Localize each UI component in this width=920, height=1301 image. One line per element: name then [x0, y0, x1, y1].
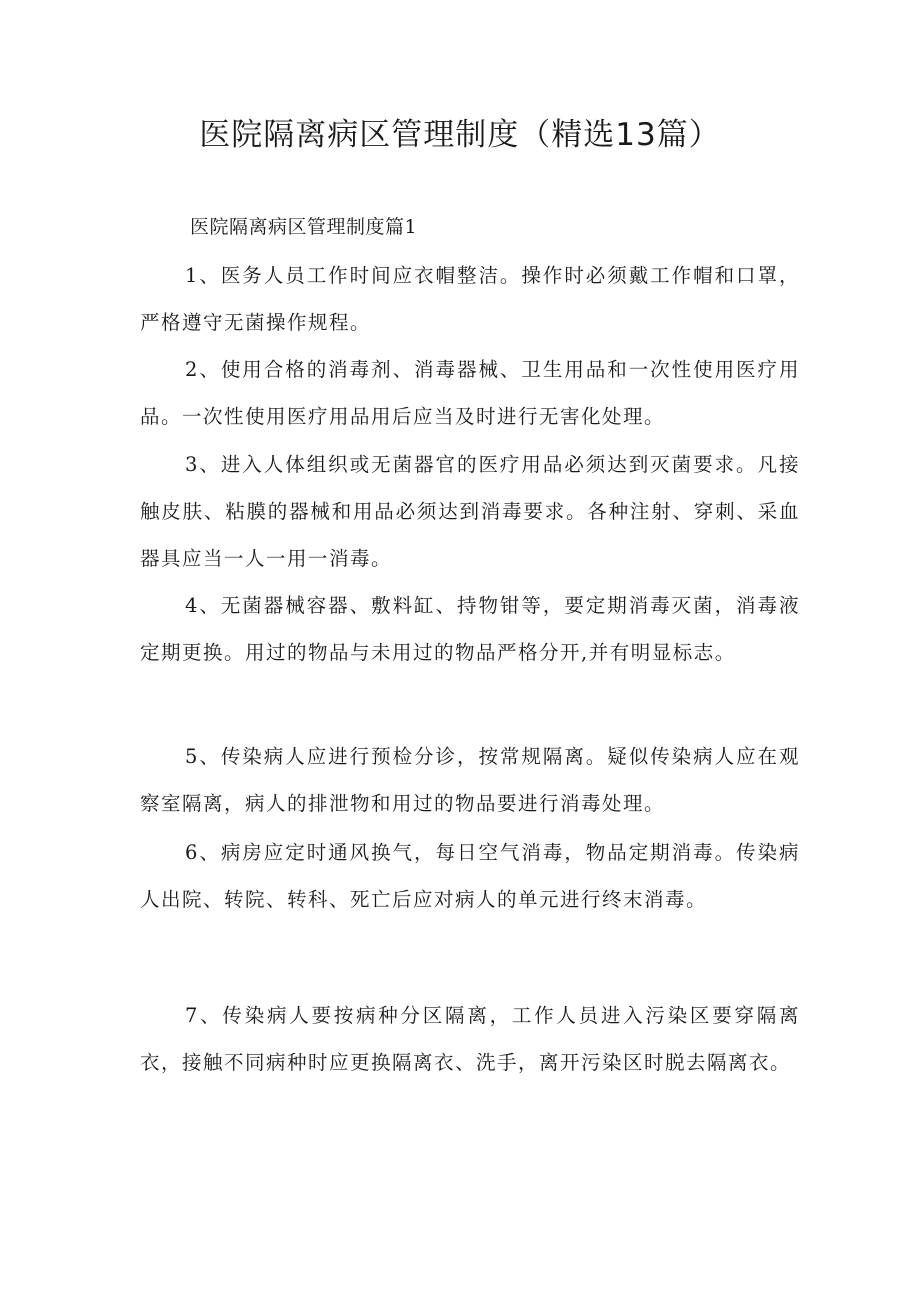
paragraph-4: 4、无菌器械容器、敷料缸、持物钳等，要定期消毒灭菌，消毒液定期更换。用过的物品与未用过的物品严格分开,并有明显标志。 — [140, 594, 800, 664]
paragraph-5: 5、传染病人应进行预检分诊，按常规隔离。疑似传染病人应在观察室隔离，病人的排泄物和用过的物品要进行消毒处理。 — [140, 745, 800, 815]
paragraph-3: 3、进入人体组织或无菌器官的医疗用品必须达到灭菌要求。凡接触皮肤、粘膜的器械和用品必须达到消毒要求。各种注射、穿刺、采血器具应当一人一用一消毒。 — [140, 453, 800, 570]
paragraph-6: 6、病房应定时通风换气，每日空气消毒，物品定期消毒。传染病人出院、转院、转科、死亡后应对病人的单元进行终末消毒。 — [140, 841, 800, 911]
paragraph-7: 7、传染病人要按病种分区隔离，工作人员进入污染区要穿隔离衣，接触不同病种时应更换隔离衣、洗手，离开污染区时脱去隔离衣。 — [140, 1004, 800, 1074]
document-title: 医院隔离病区管理制度（精选13篇） — [199, 117, 721, 153]
section-heading: 医院隔离病区管理制度篇1 — [190, 216, 418, 238]
paragraph-1: 1、医务人员工作时间应衣帽整洁。操作时必须戴工作帽和口罩，严格遵守无菌操作规程。 — [140, 264, 800, 334]
paragraph-2: 2、使用合格的消毒剂、消毒器械、卫生用品和一次性使用医疗用品。一次性使用医疗用品用后应当及时进行无害化处理。 — [140, 358, 800, 428]
